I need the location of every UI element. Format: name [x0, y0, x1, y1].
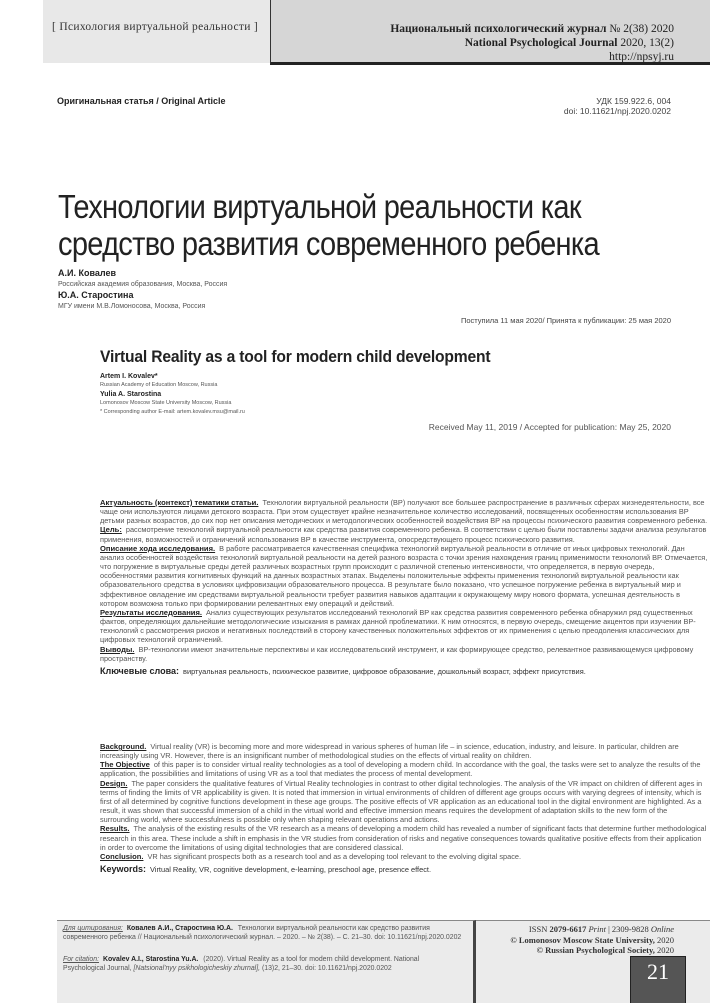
author-name: А.И. Ковалев — [58, 268, 117, 278]
copyright-rps: © Russian Psychological Society, — [536, 945, 655, 955]
journal-name-ru: Национальный психологический журнал — [390, 23, 607, 35]
copyright-line — [510, 935, 674, 946]
issn-line — [510, 924, 674, 935]
header-section-banner — [43, 0, 270, 63]
citation-text: Технологии виртуальной реальности как средство развития современного ребенка // Национальный психологический журнал. – 2020. – № 2(38). – С. 21–30. doi: 10.11621/npj.2020.0202 — [63, 925, 462, 941]
issn-online-label: Online — [650, 924, 674, 934]
keywords-text: Virtual Reality, VR, cognitive development, e-learning, preschool age, presence effect. — [150, 865, 432, 875]
doi-link[interactable]: doi: 10.11621/npj.2020.0202 — [563, 106, 671, 116]
abstract-paragraph — [100, 645, 708, 663]
citation-ru — [63, 924, 463, 942]
citation-label: For citation: — [63, 956, 99, 963]
citation-text: (13)2, 21–30. doi: 10.11621/npj.2020.0202 — [261, 965, 392, 972]
abstract-label: Цель: — [100, 525, 122, 535]
issn-print: 2079-6617 — [549, 924, 587, 934]
citation-journal-translit: [Natsional'nyy psikhologicheskiy zhurnal], — [133, 965, 261, 972]
author-affiliation: Lomonosov Moscow State University Moscow, Russia — [100, 400, 232, 406]
abstract-text: Virtual reality (VR) is becoming more and more widespread in various spheres of human life – in science, education, industry, and leisure. In particular, children are increasingly using VR. However, there is an insignificant number of methodological studies on the effects of virtual reality on children. — [100, 742, 679, 761]
issn-online: 2309-9828 — [611, 924, 649, 934]
abstract-paragraph — [100, 742, 708, 760]
abstract-label: Выводы. — [100, 644, 135, 654]
abstract-label: Актуальность (контекст) тематики статьи. — [100, 498, 259, 507]
citation-label: Для цитирования: — [63, 925, 123, 932]
abstract-paragraph — [100, 852, 708, 861]
abstract-paragraph — [100, 544, 708, 608]
abstract-text: Анализ существующих результатов исследований технологий ВР как средства развития современного ребенка обнаружил ряд существенных фактов, определяющих дальнейшие методологические изыскания в рамках данной проблематики. К ним относятся, в первую очередь, смещение акцентов при изучении ВР-технологий с рассмотрения рисков и негативных последствий в сторону качественных положительных эффектов от их применения с целью преодоления классических для цифровых технологий ограничений. — [100, 607, 696, 645]
author-name: Artem I. Kovalev* — [100, 373, 158, 380]
abstract-paragraph — [100, 498, 708, 525]
abstract-label: Результаты исследования. — [100, 607, 202, 617]
authors-en — [100, 372, 245, 417]
author-affiliation: Russian Academy of Education Moscow, Russia — [100, 382, 218, 388]
abstract-label: Design. — [100, 778, 128, 788]
abstract-paragraph — [100, 760, 708, 778]
abstract-ru — [100, 498, 708, 676]
title-ru: Технологии виртуальной реальности как средство развития современного ребенка — [58, 188, 599, 262]
citation-box — [57, 920, 476, 1003]
keywords-en — [100, 865, 708, 874]
copyright-year: 2020 — [657, 934, 674, 945]
abstract-paragraph — [100, 608, 708, 645]
title-en: Virtual Reality as a tool for modern child development — [100, 347, 491, 366]
page-number: 21 — [630, 956, 686, 1003]
keywords-label: Ключевые слова: — [100, 665, 180, 676]
journal-url[interactable]: http://npsyj.ru — [609, 51, 674, 63]
section-title: [ Психология виртуальной реальности ] — [52, 21, 258, 33]
abstract-label: Results. — [100, 824, 130, 834]
abstract-paragraph — [100, 824, 708, 851]
author-affiliation: Российская академия образования, Москва, Россия — [58, 281, 228, 288]
copyright-msu: © Lomonosov Moscow State University, — [510, 934, 655, 945]
abstract-label: Описание хода исследования. — [100, 543, 216, 553]
abstract-paragraph — [100, 779, 708, 825]
issn-separator: | — [608, 924, 610, 934]
keywords-ru — [100, 667, 708, 676]
keywords-text: виртуальная реальность, психическое развитие, цифровое образование, дошкольный возраст, эффект присутствия. — [183, 666, 586, 676]
received-date-en: Received May 11, 2019 / Accepted for publication: May 25, 2020 — [428, 422, 671, 432]
journal-name-en: National Psychological Journal — [464, 37, 618, 49]
abstract-text: The analysis of the existing results of the VR research as a means of developing a modern child has revealed a number of significant facts that determine further methodological research in this area. These include a shift in emphasis in the VR studies from consideration of risks and negative consequences towards qualitative positive effects from their application in order to overcome the limitations of using digital technologies that are considered classical. — [100, 824, 707, 852]
copyright-line — [510, 945, 674, 956]
citation-en — [63, 955, 463, 973]
article-type: Оригинальная статья / Original Article — [57, 96, 226, 106]
authors-ru — [58, 268, 227, 312]
abstract-paragraph — [100, 525, 708, 543]
keywords-label: Keywords: — [100, 864, 147, 875]
citation-text: (2020). Virtual Reality as a tool for modern child development. National Psychological Journal, — [63, 956, 420, 972]
abstract-label: The Objective — [100, 760, 150, 770]
abstract-text: рассмотрение технологий виртуальной реальности как средства развития современного ребенка. В соответствии с целью были поставлены задачи анализа результатов применения, возможностей и ограничений использования ВР в качестве инструмента, опосредствующего процесс психического развития. — [100, 525, 707, 544]
udk-code: УДК 159.922.6, 004 — [596, 96, 671, 106]
corresponding-author: * Corresponding author E-mail: artem.kovalev.msu@mail.ru — [100, 409, 245, 415]
abstract-text: of this paper is to consider virtual reality technologies as a tool of developing a modern child. In accordance with the goal, the tasks were set to analyze the results of the application, the possibilities and limitations of using VR as a tool that mediates the process of mental development. — [100, 760, 701, 779]
abstract-text: The paper considers the qualitative features of Virtual Reality technologies in contrast to other digital technologies. The analysis of the VR impact on children of different ages in terms of finding the limits of VR applicability is given. It is noted that immersion in virtual environments of children of different age groups occurs with varying degrees of intensity, which is first of all determined by cognitive functions development in these age groups. The positive effects of VR application as an educational tool in the digital environment are highlighted. As a result, it was shown that successful immersion of a child in the virtual world and effective immersion means requires the development of adaptation skills to the new form of the surrounding world, where successfulness is possible only when shaping relevant operations and actions. — [100, 778, 703, 825]
issn-print-label: Print — [588, 924, 606, 934]
header-journal-banner — [270, 0, 710, 65]
author-affiliation: МГУ имени М.В.Ломоносова, Москва, Россия — [58, 303, 206, 310]
abstract-text: В работе рассматривается качественная специфика технологий виртуальной реальности в отличие от иных цифровых технологий. Дан анализ особенностей воздействия технологий виртуальной реальности на детей разного возраста с точки зрения нахождения границ применимости технологий ВР. Отмечается, что погружение в виртуальные среды детей различных возрастных групп происходит с различной степенью интенсивности, что определяется, в первую очередь, особенностями развития когнитивных функций на данных возрастных этапах. Выделены положительные эффекты применения технологий виртуальной реальности как образовательного средства в условиях цифровизации образовательного процесса. В результате было показано, что успешное погружение ребенка в виртуальный мир и эффективное овладение им средствами виртуальной реальности требует развития навыков адаптации к окружающему миру нового формата, успешная деятельность в котором возможна только при формировании релевантных ему операций и действий. — [100, 543, 708, 608]
article-identifiers — [564, 96, 671, 116]
received-date-ru: Поступила 11 мая 2020/ Принята к публикации: 25 мая 2020 — [460, 316, 671, 325]
author-name: Ю.А. Старостина — [58, 290, 134, 300]
journal-issue-ru: № 2(38) 2020 — [609, 23, 674, 35]
issn-box — [476, 920, 710, 1003]
abstract-text: VR has significant prospects both as a research tool and as a developing tool relevant to the evolving digital space. — [147, 851, 521, 861]
journal-issue-en: 2020, 13(2) — [620, 37, 674, 49]
abstract-text: Технологии виртуальной реальности (ВР) получают все большее распространение в различных сферах жизнедеятельности, все чаще они используются лицами детского возраста. При этом существует крайне незначительное количество исследований, посвященных особенностям использования ВР детьми разных возрастов, до сих пор нет описания методических и методологических особенностей воздействия ВР на процессы психического развития современного ребенка. — [100, 498, 708, 526]
citation-authors: Kovalev A.I., Starostina Yu.A. — [103, 956, 199, 963]
issn-label: ISSN — [528, 924, 548, 934]
copyright-year: 2020 — [657, 945, 674, 955]
citation-authors: Ковалев А.И., Старостина Ю.А. — [126, 925, 233, 932]
abstract-text: ВР-технологии имеют значительные перспективы и как исследовательский инструмент, и как формирующее средство, релевантное развивающемуся цифровому пространству. — [100, 644, 694, 663]
abstract-label: Conclusion. — [100, 851, 144, 861]
abstract-en — [100, 742, 708, 874]
abstract-label: Background. — [100, 742, 147, 751]
author-name: Yulia A. Starostina — [100, 391, 162, 398]
